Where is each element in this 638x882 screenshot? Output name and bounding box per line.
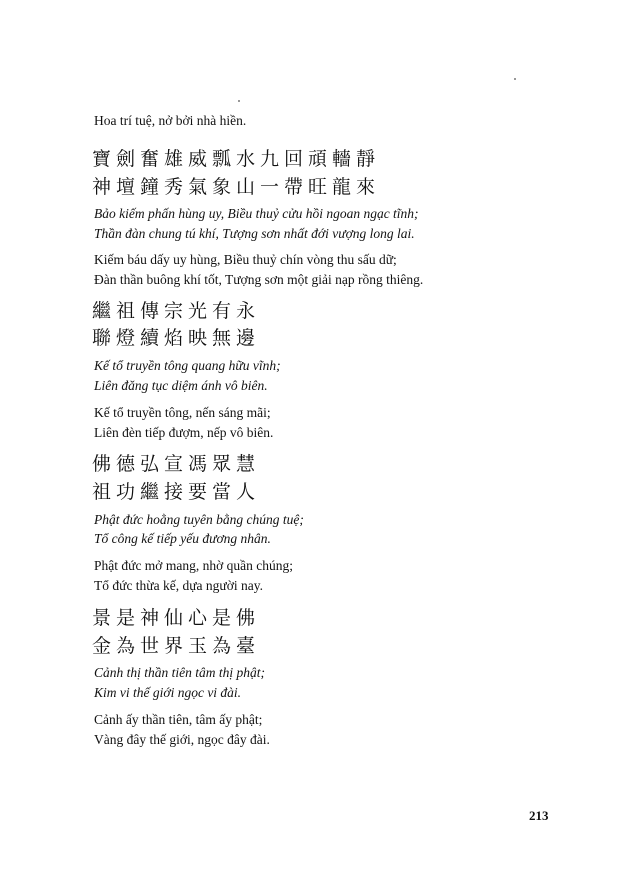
verse4-transliteration-line2: Kim vi thế giới ngọc vi đài.: [94, 685, 242, 700]
verse1-han-line1: 寶劍奮雄威瓢水九回頑轖靜: [92, 148, 381, 170]
verse2-han-line1: 繼祖傳宗光有永: [92, 300, 261, 322]
verse3-han-line1: 佛德弘宣馮眾慧: [92, 453, 261, 475]
verse2-transliteration-line1: Kế tổ truyền tông quang hữu vĩnh;: [94, 358, 281, 373]
verse4-translation-line1: Cảnh ấy thần tiên, tâm ấy phật;: [94, 712, 263, 727]
page-number: 213: [529, 808, 549, 823]
verse1-han-line2: 神壇鐘秀氣象山一帶旺龍來: [92, 176, 381, 198]
verse2-translation-line2: Liên đèn tiếp đượm, nếp vô biên.: [94, 425, 274, 440]
verse1-transliteration-line1: Bảo kiếm phấn hùng uy, Biều thuỷ cửu hồi ngoan ngạc tĩnh;: [94, 206, 419, 221]
verse1-transliteration-line2: Thần đàn chung tú khí, Tượng sơn nhất đới vượng long lai.: [94, 226, 415, 241]
verse1-translation-line1: Kiếm báu dấy uy hùng, Biều thuỷ chín vòng thu sấu dữ;: [94, 252, 397, 267]
verse3-transliteration-line2: Tổ công kế tiếp yếu đương nhân.: [94, 531, 271, 546]
scan-speck: [238, 100, 240, 102]
verse2-transliteration-line2: Liên đăng tục diệm ánh vô biên.: [94, 378, 268, 393]
verse2-han-line2: 聯燈續焰映無邊: [92, 327, 261, 349]
verse2-translation-line1: Kế tổ truyền tông, nến sáng mãi;: [94, 405, 271, 420]
scan-speck: [514, 78, 516, 80]
verse3-transliteration-line1: Phật đức hoằng tuyên bằng chúng tuệ;: [94, 512, 304, 527]
verse4-han-line2: 金為世界玉為臺: [92, 635, 261, 657]
intro-line: Hoa trí tuệ, nở bởi nhà hiền.: [94, 113, 247, 128]
verse3-han-line2: 祖功繼接要當人: [92, 481, 261, 503]
verse1-translation-line2: Đàn thần buông khí tốt, Tượng sơn một giải nạp rồng thiêng.: [94, 272, 424, 287]
verse3-translation-line1: Phật đức mở mang, nhờ quần chúng;: [94, 558, 293, 573]
verse3-translation-line2: Tổ đức thừa kế, dựa người nay.: [94, 578, 263, 593]
verse4-han-line1: 景是神仙心是佛: [92, 607, 261, 629]
verse4-translation-line2: Vàng đây thế giới, ngọc đây đài.: [94, 732, 270, 747]
verse4-transliteration-line1: Cảnh thị thần tiên tâm thị phật;: [94, 665, 265, 680]
